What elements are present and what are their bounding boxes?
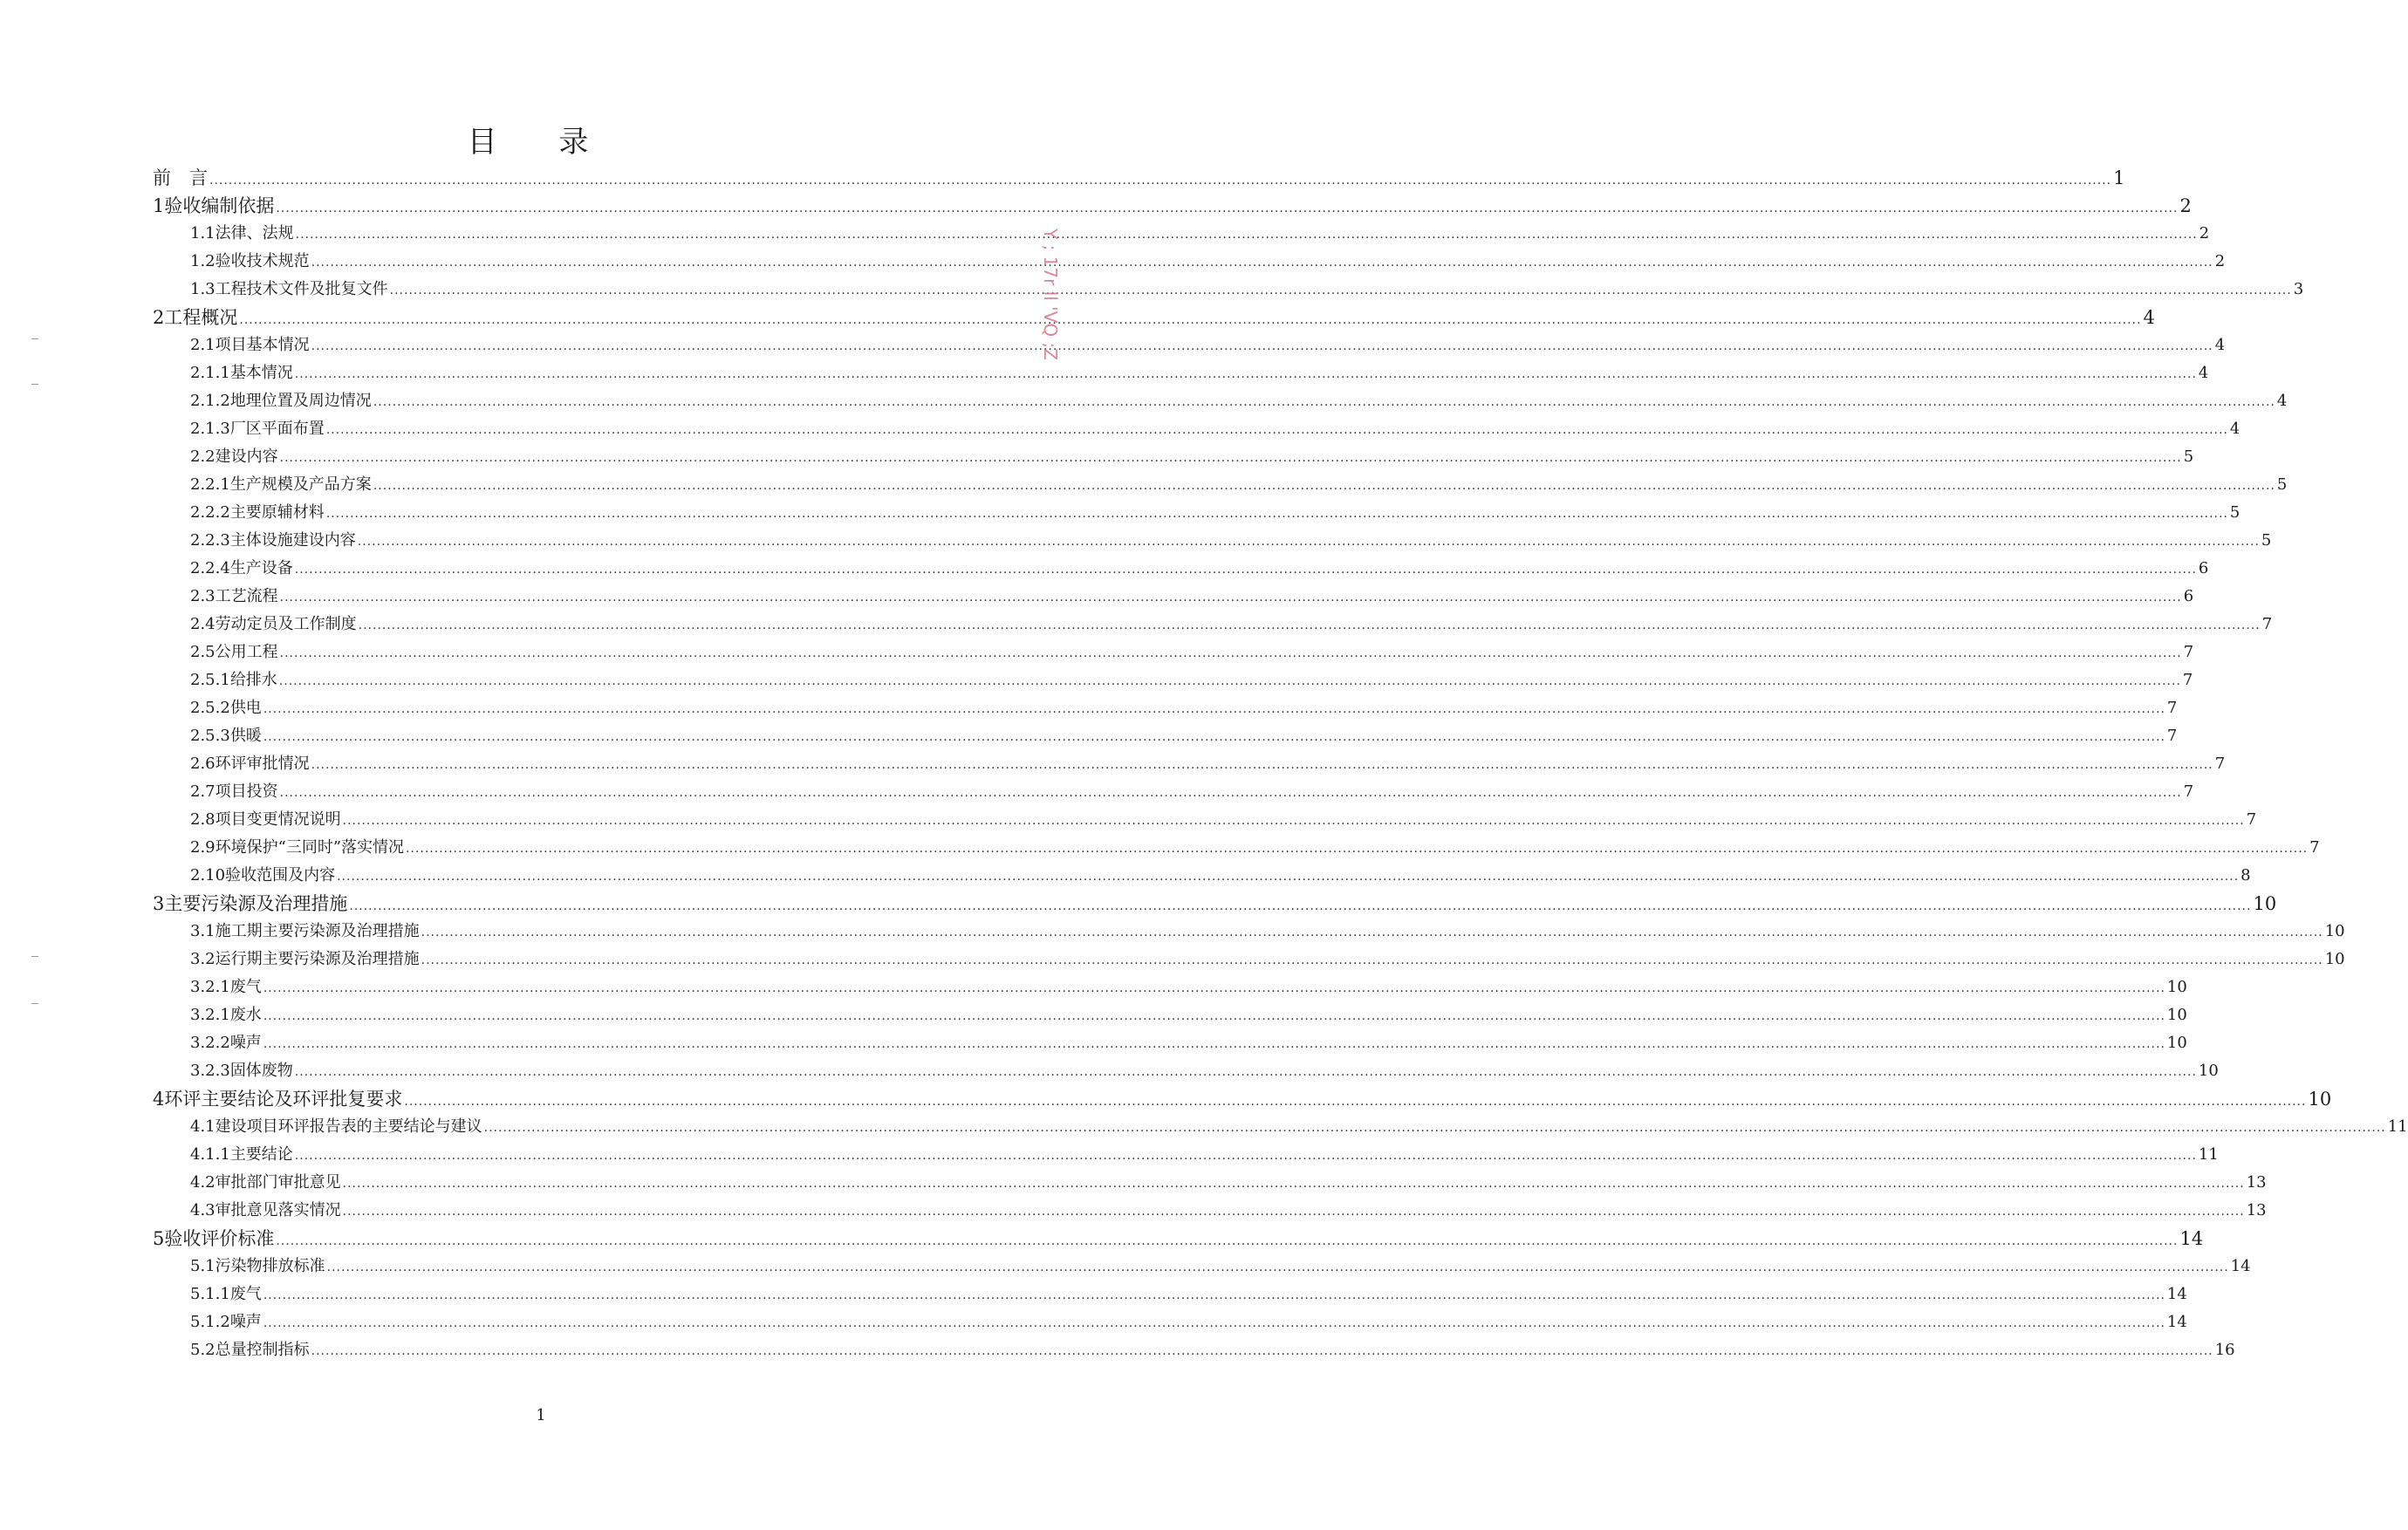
- toc-entry-title: 项目变更情况说明: [215, 810, 341, 829]
- toc-entry-title: 基本情况: [229, 364, 293, 382]
- toc-entry: [0, 555, 2209, 583]
- toc-leader-dots: ................................................................................................................................................................................................................................................................................................................................................................................................................: [311, 339, 2213, 353]
- toc-entry-number: 2.9: [190, 838, 215, 857]
- toc-entry-page: 4: [2229, 420, 2240, 438]
- toc-leader-dots: ................................................................................................................................................................................................................................................................................................................................................................................................................: [325, 507, 2228, 521]
- toc-entry-number: 2.5.1: [190, 671, 230, 689]
- toc-entry-title: 废水: [229, 1006, 262, 1024]
- toc-entry-number: 5.1: [190, 1257, 215, 1275]
- toc-entry: [0, 1336, 2235, 1364]
- toc-entry-page: 13: [2246, 1173, 2267, 1192]
- toc-entry-page: 7: [2182, 671, 2193, 689]
- toc-entry: [0, 1141, 2219, 1169]
- toc-leader-dots: ................................................................................................................................................................................................................................................................................................................................................................................................................: [279, 786, 2182, 800]
- toc-leader-dots: ................................................................................................................................................................................................................................................................................................................................................................................................................: [263, 702, 2165, 716]
- toc-entry-page: 14: [2179, 1228, 2204, 1249]
- toc-entry-number: 1.2: [190, 252, 215, 270]
- toc-entry-page: 6: [2198, 559, 2209, 577]
- toc-entry-page: 5: [2261, 531, 2272, 550]
- toc-leader-dots: ................................................................................................................................................................................................................................................................................................................................................................................................................: [421, 926, 2323, 939]
- scan-mark: [31, 1003, 38, 1004]
- toc-leader-dots: ................................................................................................................................................................................................................................................................................................................................................................................................................: [311, 1344, 2213, 1358]
- toc-entry: [0, 750, 2226, 778]
- toc-entry-title: 主体设施建设内容: [229, 531, 356, 550]
- toc-leader-dots: ................................................................................................................................................................................................................................................................................................................................................................................................................: [311, 758, 2213, 772]
- toc-entry-title: 噪声: [229, 1313, 262, 1331]
- scan-mark: [31, 956, 38, 957]
- toc-entry-page: 7: [2183, 782, 2194, 801]
- toc-entry-number: 3.2.1: [190, 978, 230, 996]
- toc-entry: [0, 583, 2194, 611]
- toc-entry: [0, 1001, 2187, 1029]
- toc-entry-title: 建设内容: [215, 447, 278, 466]
- toc-leader-dots: ................................................................................................................................................................................................................................................................................................................................................................................................................: [373, 395, 2275, 409]
- toc-leader-dots: ................................................................................................................................................................................................................................................................................................................................................................................................................: [278, 674, 2181, 688]
- toc-entry-page: 8: [2240, 866, 2251, 885]
- toc-entry-title: 建设项目环评报告表的主要结论与建议: [215, 1117, 482, 1136]
- toc-entry-page: 2: [2199, 224, 2210, 242]
- toc-entry: [0, 387, 2288, 415]
- toc-entry: [0, 918, 2345, 946]
- toc-entry-number: 4.2: [190, 1173, 215, 1192]
- toc-leader-dots: ................................................................................................................................................................................................................................................................................................................................................................................................................: [294, 563, 2197, 577]
- toc-entry-page: 10: [2166, 1006, 2187, 1024]
- scan-mark: [31, 338, 38, 339]
- toc-entry-page: 10: [2308, 1089, 2332, 1110]
- toc-entry: [0, 192, 2192, 220]
- toc-entry-title: 验收范围及内容: [225, 866, 336, 885]
- toc-entry-number: 2.3: [190, 587, 215, 605]
- toc-leader-dots: ................................................................................................................................................................................................................................................................................................................................................................................................................: [209, 174, 2112, 188]
- toc-entry: [0, 359, 2209, 387]
- toc-leader-dots: ................................................................................................................................................................................................................................................................................................................................................................................................................: [325, 423, 2228, 437]
- toc-leader-dots: ................................................................................................................................................................................................................................................................................................................................................................................................................: [483, 1121, 2386, 1135]
- toc-leader-dots: ................................................................................................................................................................................................................................................................................................................................................................................................................: [342, 814, 2245, 828]
- toc-leader-dots: ................................................................................................................................................................................................................................................................................................................................................................................................................: [276, 1234, 2179, 1248]
- toc-entry: [0, 1281, 2187, 1308]
- toc-entry-page: 5: [2276, 475, 2288, 494]
- toc-entry-page: 4: [2276, 392, 2288, 410]
- toc-entry-title: 审批部门审批意见: [215, 1173, 341, 1192]
- toc-entry-title: 法律、法规: [215, 224, 294, 242]
- toc-entry-page: 7: [2214, 755, 2226, 773]
- toc-entry-number: 3.1: [190, 922, 215, 940]
- toc-entry-title: 公用工程: [215, 643, 278, 661]
- toc-leader-dots: ................................................................................................................................................................................................................................................................................................................................................................................................................: [404, 1095, 2307, 1109]
- toc-leader-dots: ................................................................................................................................................................................................................................................................................................................................................................................................................: [294, 367, 2197, 381]
- toc-leader-dots: ................................................................................................................................................................................................................................................................................................................................................................................................................: [337, 870, 2240, 884]
- toc-entry: [0, 443, 2194, 471]
- toc-entry-number: 5.2: [190, 1341, 215, 1359]
- toc-leader-dots: ................................................................................................................................................................................................................................................................................................................................................................................................................: [263, 1316, 2165, 1330]
- toc-entry-title: 项目投资: [215, 782, 278, 801]
- toc-entry-number: 2.1: [190, 336, 215, 354]
- toc-entry-number: 2.5.3: [190, 727, 230, 745]
- toc-leader-dots: ................................................................................................................................................................................................................................................................................................................................................................................................................: [276, 201, 2179, 215]
- toc-entry-number: 5.1.1: [190, 1285, 230, 1303]
- toc-entry-title: 工程技术文件及批复文件: [215, 280, 388, 298]
- toc-leader-dots: ................................................................................................................................................................................................................................................................................................................................................................................................................: [342, 1177, 2245, 1191]
- toc-leader-dots: ................................................................................................................................................................................................................................................................................................................................................................................................................: [389, 283, 2292, 297]
- toc-leader-dots: ................................................................................................................................................................................................................................................................................................................................................................................................................: [263, 1037, 2165, 1051]
- toc-entry-page: 10: [2253, 893, 2277, 914]
- toc-entry-number: 1.1: [190, 224, 215, 242]
- toc-entry-number: 1: [153, 195, 165, 216]
- toc-entry-number: 5: [153, 1228, 165, 1249]
- toc-entry: [0, 946, 2345, 973]
- toc-entry-page: 7: [2309, 838, 2320, 857]
- toc-entry: [0, 1029, 2187, 1057]
- toc-entry-page: 2: [2214, 252, 2226, 270]
- toc-entry: [0, 639, 2194, 666]
- toc-entry: [0, 304, 2155, 331]
- toc-leader-dots: ................................................................................................................................................................................................................................................................................................................................................................................................................: [326, 1260, 2229, 1274]
- toc-leader-dots: ................................................................................................................................................................................................................................................................................................................................................................................................................: [239, 313, 2142, 327]
- toc-entry: [0, 890, 2277, 918]
- toc-entry: [0, 722, 2178, 750]
- toc-entry-page: 7: [2166, 699, 2178, 717]
- toc-entry-number: 2.2.2: [190, 503, 230, 522]
- toc-entry-page: 11: [2387, 1117, 2408, 1136]
- toc-entry-title: 验收评价标准: [164, 1228, 275, 1249]
- toc-entry-page: 5: [2229, 503, 2240, 522]
- toc-entry-number: 2.2: [190, 447, 215, 466]
- toc-entry: [0, 806, 2257, 834]
- toc-entry-title: 废气: [229, 978, 262, 996]
- toc-entry: [0, 331, 2226, 359]
- toc-entry: [0, 973, 2187, 1001]
- toc-entry-title: 主要污染源及治理措施: [164, 893, 348, 914]
- toc-entry-number: 4: [153, 1089, 165, 1110]
- page-number: 1: [536, 1406, 546, 1424]
- toc-entry: [0, 1169, 2267, 1197]
- toc-entry-number: 2.4: [190, 615, 215, 633]
- toc-entry-number: 2.10: [190, 866, 226, 885]
- toc-entry-title: 主要结论: [229, 1145, 293, 1164]
- toc-entry-page: 3: [2293, 280, 2304, 298]
- toc-entry-title: 项目基本情况: [215, 336, 310, 354]
- toc-entry-page: 7: [2166, 727, 2178, 745]
- toc-entry-page: 10: [2198, 1062, 2219, 1080]
- toc-entry: [0, 862, 2251, 890]
- toc-entry: [0, 611, 2273, 639]
- toc-entry-number: 4.1: [190, 1117, 215, 1136]
- toc-entry-number: 3.2: [190, 950, 215, 968]
- toc-entry-title: 废气: [229, 1285, 262, 1303]
- toc-entry: [0, 248, 2226, 276]
- toc-entry: [0, 164, 2125, 192]
- toc-entry-number: 2.2.3: [190, 531, 230, 550]
- toc-entry-number: 2.2.4: [190, 559, 230, 577]
- toc-entry-number: 4.1.1: [190, 1145, 230, 1164]
- toc-entry: [0, 1057, 2219, 1085]
- toc-entry-title: 给排水: [229, 671, 277, 689]
- toc-entry: [0, 694, 2178, 722]
- toc-leader-dots: ................................................................................................................................................................................................................................................................................................................................................................................................................: [263, 981, 2165, 995]
- toc-entry-number: 5.1.2: [190, 1313, 230, 1331]
- toc-entry-page: 4: [2214, 336, 2226, 354]
- toc-entry-number: 3.2.2: [190, 1034, 230, 1052]
- toc-entry-title: 厂区平面布置: [229, 420, 325, 438]
- toc-leader-dots: ................................................................................................................................................................................................................................................................................................................................................................................................................: [342, 1205, 2245, 1219]
- toc-entry-page: 2: [2179, 195, 2192, 216]
- toc-leader-dots: ................................................................................................................................................................................................................................................................................................................................................................................................................: [358, 618, 2261, 632]
- toc-entry: [0, 415, 2240, 443]
- toc-entry: [0, 276, 2304, 304]
- toc-entry-page: 14: [2166, 1285, 2187, 1303]
- toc-entry: [0, 1113, 2408, 1141]
- toc-leader-dots: ................................................................................................................................................................................................................................................................................................................................................................................................................: [263, 730, 2165, 744]
- toc-entry: [0, 499, 2240, 527]
- toc-leader-dots: ................................................................................................................................................................................................................................................................................................................................................................................................................: [406, 842, 2309, 856]
- toc-leader-dots: ................................................................................................................................................................................................................................................................................................................................................................................................................: [349, 899, 2252, 913]
- toc-entry-number: 2.7: [190, 782, 215, 801]
- toc-leader-dots: ................................................................................................................................................................................................................................................................................................................................................................................................................: [263, 1288, 2165, 1302]
- toc-entry-page: 4: [2198, 364, 2209, 382]
- toc-entry-page: 4: [2143, 307, 2155, 328]
- toc-entry: [0, 1085, 2332, 1113]
- toc-entry-number: 1.3: [190, 280, 215, 298]
- toc-entry-page: 7: [2261, 615, 2273, 633]
- toc-entry-title: 噪声: [229, 1034, 262, 1052]
- toc-entry-number: 4.3: [190, 1201, 215, 1219]
- toc-leader-dots: ................................................................................................................................................................................................................................................................................................................................................................................................................: [373, 479, 2275, 493]
- toc-entry-title: 运行期主要污染源及治理措施: [215, 950, 420, 968]
- toc-entry-number: 2.5: [190, 643, 215, 661]
- page-title: 目 录: [467, 125, 615, 160]
- toc-entry-number: 2.1.1: [190, 364, 230, 382]
- toc-entry-title: 工艺流程: [215, 587, 278, 605]
- toc-leader-dots: ................................................................................................................................................................................................................................................................................................................................................................................................................: [421, 953, 2323, 967]
- toc-entry-page: 10: [2166, 1034, 2187, 1052]
- toc-entry-page: 10: [2324, 950, 2345, 968]
- toc-entry-title: 劳动定员及工作制度: [215, 615, 357, 633]
- toc-leader-dots: ................................................................................................................................................................................................................................................................................................................................................................................................................: [295, 228, 2198, 242]
- toc-entry-page: 16: [2214, 1341, 2235, 1359]
- toc-entry-number: 2.1.2: [190, 392, 230, 410]
- toc-entry: [0, 834, 2320, 862]
- toc-entry-title: 供暖: [229, 727, 262, 745]
- toc-leader-dots: ................................................................................................................................................................................................................................................................................................................................................................................................................: [279, 591, 2182, 604]
- toc-entry-page: 10: [2324, 922, 2345, 940]
- toc-entry-page: 14: [2166, 1313, 2187, 1331]
- toc-entry-title: 地理位置及周边情况: [229, 392, 372, 410]
- toc-entry: [0, 666, 2193, 694]
- toc-leader-dots: ................................................................................................................................................................................................................................................................................................................................................................................................................: [263, 1009, 2165, 1023]
- toc-leader-dots: ................................................................................................................................................................................................................................................................................................................................................................................................................: [279, 451, 2182, 465]
- scan-mark: [31, 384, 38, 385]
- toc-entry-title: 污染物排放标准: [215, 1257, 325, 1275]
- toc-entry-number: 2.5.2: [190, 699, 230, 717]
- toc-leader-dots: ................................................................................................................................................................................................................................................................................................................................................................................................................: [279, 646, 2182, 660]
- toc-entry-number: 3: [153, 893, 165, 914]
- toc-entry-number: 2.1.3: [190, 420, 230, 438]
- toc-leader-dots: ................................................................................................................................................................................................................................................................................................................................................................................................................: [357, 535, 2260, 549]
- toc-entry-number: 2.2.1: [190, 475, 230, 494]
- toc-entry-page: 10: [2166, 978, 2187, 996]
- toc-leader-dots: ................................................................................................................................................................................................................................................................................................................................................................................................................: [294, 1065, 2197, 1079]
- toc-entry-page: 13: [2246, 1201, 2267, 1219]
- toc-entry-title: 施工期主要污染源及治理措施: [215, 922, 420, 940]
- toc-entry-title: 固体废物: [229, 1062, 293, 1080]
- margin-stamp: Y ; 17r ll 'VQ ;Z: [1040, 229, 1061, 360]
- toc-entry-page: 5: [2183, 447, 2194, 466]
- toc-entry-page: 7: [2183, 643, 2194, 661]
- toc-entry-title: 生产设备: [229, 559, 293, 577]
- toc-entry: [0, 1225, 2204, 1253]
- toc-entry-title: 验收技术规范: [215, 252, 310, 270]
- toc-leader-dots: ................................................................................................................................................................................................................................................................................................................................................................................................................: [294, 1149, 2197, 1163]
- toc-leader-dots: ................................................................................................................................................................................................................................................................................................................................................................................................................: [311, 256, 2213, 270]
- toc-entry-page: 1: [2113, 167, 2125, 188]
- toc-entry-title: 环评主要结论及环评批复要求: [164, 1089, 403, 1110]
- toc-entry-page: 14: [2230, 1257, 2251, 1275]
- toc-entry: [0, 1253, 2251, 1281]
- toc-entry-title: 主要原辅材料: [229, 503, 325, 522]
- toc-entry-title: 环境保护“三同时”落实情况: [215, 838, 405, 857]
- toc-entry: [0, 1308, 2187, 1336]
- toc-entry-title: 验收编制依据: [164, 195, 275, 216]
- toc-entry-title: 工程概况: [164, 307, 238, 328]
- toc-entry-page: 7: [2246, 810, 2257, 829]
- toc-entry-title: 审批意见落实情况: [215, 1201, 341, 1219]
- toc-entry-number: 3.2.3: [190, 1062, 230, 1080]
- toc-entry-title: 前 言: [153, 167, 208, 188]
- toc-entry-title: 供电: [229, 699, 262, 717]
- toc-entry-title: 生产规模及产品方案: [229, 475, 372, 494]
- toc-entry-page: 11: [2198, 1145, 2219, 1164]
- toc-entry: [0, 527, 2272, 555]
- toc-entry-title: 环评审批情况: [215, 755, 310, 773]
- toc-entry: [0, 471, 2288, 499]
- toc-entry-title: 总量控制指标: [215, 1341, 310, 1359]
- toc-entry-page: 6: [2183, 587, 2194, 605]
- toc-entry-number: 2.6: [190, 755, 215, 773]
- toc-entry-number: 2: [153, 307, 165, 328]
- toc-entry: [0, 1197, 2267, 1225]
- toc-entry-number: 2.8: [190, 810, 215, 829]
- toc-entry: [0, 778, 2194, 806]
- toc-entry: [0, 220, 2210, 248]
- toc-entry-number: 3.2.1: [190, 1006, 230, 1024]
